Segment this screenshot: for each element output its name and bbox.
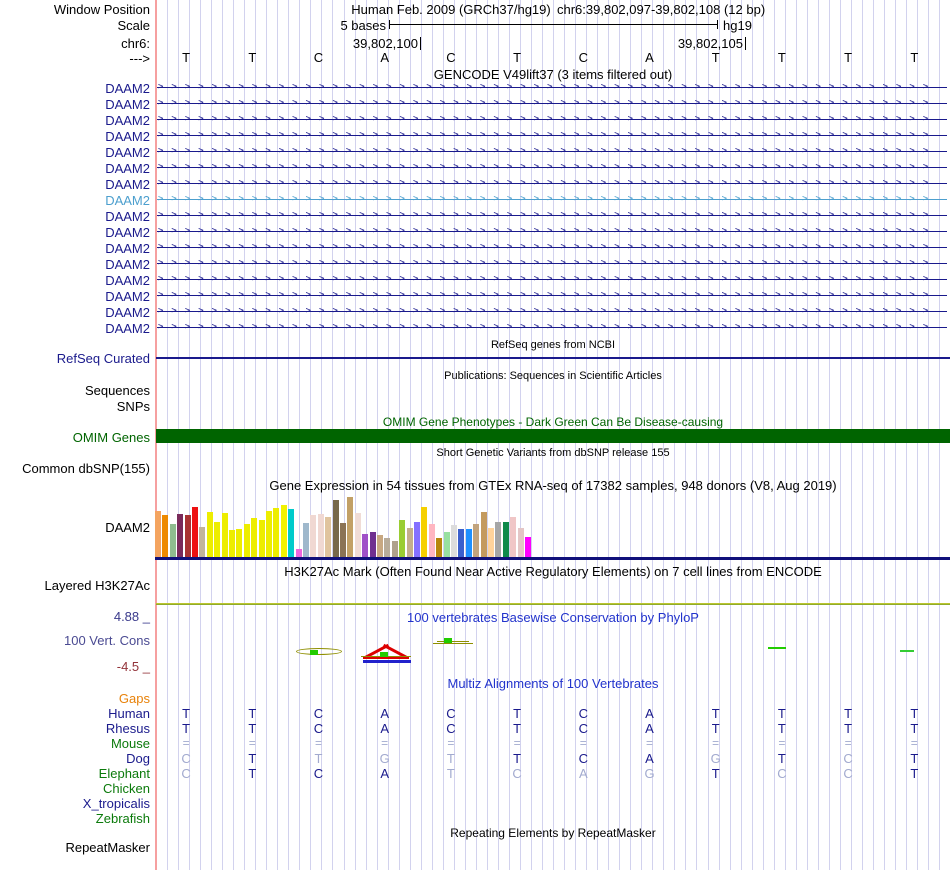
phylop-dash-mark[interactable]: [768, 647, 786, 649]
gtex-tissue-bar[interactable]: [510, 517, 516, 557]
omim-title: OMIM Gene Phenotypes - Dark Green Can Be Disease-causing: [382, 415, 724, 429]
alignment-base: T: [446, 766, 455, 781]
gencode-transcript-row[interactable]: [157, 258, 947, 269]
alignment-base: G: [710, 751, 721, 766]
gtex-gene-label[interactable]: DAAM2: [105, 520, 150, 535]
gtex-tissue-bar[interactable]: [214, 522, 220, 557]
publications-title: Publications: Sequences in Scientific Articles: [444, 370, 662, 382]
phylop-ymin-label: -4.5 _: [116, 659, 150, 674]
gencode-transcript-label[interactable]: DAAM2: [105, 241, 150, 256]
gtex-tissue-bar[interactable]: [325, 517, 331, 557]
alignment-base: T: [314, 751, 323, 766]
dbsnp-label[interactable]: Common dbSNP(155): [22, 461, 150, 476]
transcript-arrows: >>>>>>>>>>>>>>>>>>>>>>>>>>>>>>>>>>>>>>>>>>>>>>>>>>>>>>>>>>: [158, 306, 937, 316]
alignment-base: C: [578, 706, 588, 721]
gencode-transcript-label[interactable]: DAAM2: [105, 225, 150, 240]
alignment-base: T: [844, 721, 853, 736]
gtex-tissue-bar[interactable]: [377, 535, 383, 557]
gtex-tissue-bar[interactable]: [296, 549, 302, 557]
gencode-transcript-row[interactable]: [157, 178, 947, 189]
alignment-base: C: [843, 751, 853, 766]
alignment-base: C: [313, 706, 324, 721]
alignment-base: =: [645, 736, 653, 750]
phylop-score-dot: [310, 650, 318, 655]
gtex-tissue-bar[interactable]: [458, 529, 464, 557]
alignment-base: T: [182, 721, 191, 736]
phylop-score-dot: [380, 652, 388, 657]
gtex-tissue-bar[interactable]: [473, 524, 479, 557]
omim-gene-bar[interactable]: [156, 429, 950, 443]
gtex-tissue-bar[interactable]: [333, 500, 339, 557]
base-letter: T: [844, 50, 853, 65]
gtex-tissue-bar[interactable]: [244, 524, 250, 557]
transcript-arrows: >>>>>>>>>>>>>>>>>>>>>>>>>>>>>>>>>>>>>>>>>>>>>>>>>>>>>>>>>>: [158, 194, 937, 204]
species-label-human[interactable]: Human: [108, 706, 150, 721]
gencode-transcript-row[interactable]: [157, 114, 947, 125]
alignment-base: T: [711, 766, 720, 781]
gtex-baseline: [155, 557, 950, 560]
transcript-arrows: >>>>>>>>>>>>>>>>>>>>>>>>>>>>>>>>>>>>>>>>>>>>>>>>>>>>>>>>>>: [158, 322, 937, 332]
alignment-base: T: [777, 706, 786, 721]
multiz-title: Multiz Alignments of 100 Vertebrates: [447, 676, 659, 691]
gtex-tissue-bar[interactable]: [399, 520, 405, 557]
gencode-transcript-label[interactable]: DAAM2: [105, 129, 150, 144]
gencode-transcript-label[interactable]: DAAM2: [105, 145, 150, 160]
gtex-tissue-bar[interactable]: [370, 532, 376, 557]
window-position-label: Window Position: [53, 2, 150, 17]
gtex-tissue-bar[interactable]: [288, 509, 294, 557]
gencode-transcript-row[interactable]: [157, 98, 947, 109]
refseq-gene-line[interactable]: [156, 357, 950, 359]
gtex-tissue-bar[interactable]: [310, 515, 316, 557]
alignment-base: =: [778, 736, 786, 750]
alignment-base: =: [579, 736, 587, 750]
alignment-base: =: [712, 736, 720, 750]
alignment-base: T: [248, 706, 257, 721]
gtex-tissue-bar[interactable]: [347, 497, 353, 557]
gencode-transcript-row[interactable]: [157, 210, 947, 221]
species-label-zebrafish[interactable]: Zebrafish: [95, 811, 150, 826]
gencode-transcript-row[interactable]: [157, 306, 947, 317]
base-letter: T: [182, 50, 191, 65]
phylop-olive-line: [437, 641, 469, 642]
alignment-base: =: [910, 736, 918, 750]
species-label-gaps[interactable]: Gaps: [118, 691, 150, 706]
repeatmasker-title: Repeating Elements by RepeatMasker: [450, 826, 656, 840]
alignment-base: =: [447, 736, 455, 750]
gtex-tissue-bar[interactable]: [429, 524, 435, 557]
alignment-base: C: [578, 721, 588, 736]
alignment-base: T: [513, 706, 522, 721]
alignment-base: T: [182, 706, 191, 721]
gtex-tissue-bar[interactable]: [451, 525, 457, 557]
phylop-ymax-label: 4.88 _: [113, 609, 150, 624]
species-label-dog[interactable]: Dog: [126, 751, 150, 766]
alignment-base: =: [314, 736, 322, 750]
gtex-tissue-bar[interactable]: [362, 534, 368, 557]
gencode-title: GENCODE V49lift37 (3 items filtered out): [433, 67, 673, 82]
alignment-base: A: [645, 721, 654, 736]
gtex-tissue-bar[interactable]: [355, 513, 361, 557]
alignment-base: C: [313, 721, 324, 736]
phylop-track-label[interactable]: 100 Vert. Cons: [64, 633, 150, 648]
alignment-base: =: [248, 736, 256, 750]
snps-label[interactable]: SNPs: [116, 399, 150, 414]
coord-right-tick: [745, 37, 746, 50]
transcript-arrows: >>>>>>>>>>>>>>>>>>>>>>>>>>>>>>>>>>>>>>>>>>>>>>>>>>>>>>>>>>: [158, 226, 937, 236]
gencode-transcript-row[interactable]: [157, 290, 947, 301]
transcript-arrows: >>>>>>>>>>>>>>>>>>>>>>>>>>>>>>>>>>>>>>>>>>>>>>>>>>>>>>>>>>: [158, 178, 937, 188]
gtex-tissue-bar[interactable]: [421, 507, 427, 557]
scale-label: Scale: [117, 18, 150, 33]
alignment-base: T: [513, 751, 522, 766]
gtex-tissue-bar[interactable]: [222, 513, 228, 557]
gencode-transcript-label[interactable]: DAAM2: [105, 257, 150, 272]
scale-value: 5 bases: [340, 18, 386, 33]
phylop-peak-base: [363, 657, 409, 659]
gencode-transcript-row[interactable]: [157, 82, 947, 93]
gtex-tissue-bar[interactable]: [436, 538, 442, 557]
base-letter: A: [380, 50, 390, 65]
alignment-base: A: [380, 766, 390, 781]
alignment-base: T: [711, 721, 720, 736]
gtex-tissue-bar[interactable]: [229, 530, 235, 557]
coord-left-tick: [420, 37, 421, 50]
gtex-tissue-bar[interactable]: [488, 528, 494, 557]
gencode-transcript-label[interactable]: DAAM2: [105, 113, 150, 128]
species-label-rhesus[interactable]: Rhesus: [105, 721, 150, 736]
transcript-arrows: >>>>>>>>>>>>>>>>>>>>>>>>>>>>>>>>>>>>>>>>>>>>>>>>>>>>>>>>>>: [158, 210, 937, 220]
gencode-transcript-label[interactable]: DAAM2: [105, 193, 150, 208]
base-letter: T: [248, 50, 257, 65]
phylop-olive-line[interactable]: [433, 643, 473, 644]
gtex-title: Gene Expression in 54 tissues from GTEx RNA-seq of 17382 samples, 948 donors (V8, Aug 2019): [269, 478, 837, 493]
gencode-transcript-label[interactable]: DAAM2: [105, 161, 150, 176]
omim-genes-label[interactable]: OMIM Genes: [72, 430, 150, 445]
alignment-base: A: [645, 706, 654, 721]
alignment-base: T: [910, 751, 919, 766]
gencode-transcript-label[interactable]: DAAM2: [105, 97, 150, 112]
alignment-base: C: [181, 751, 191, 766]
transcript-arrows: >>>>>>>>>>>>>>>>>>>>>>>>>>>>>>>>>>>>>>>>>>>>>>>>>>>>>>>>>>: [158, 242, 937, 252]
coord-right: 39,802,105: [677, 36, 743, 51]
transcript-arrows: >>>>>>>>>>>>>>>>>>>>>>>>>>>>>>>>>>>>>>>>>>>>>>>>>>>>>>>>>>: [158, 162, 937, 172]
base-letter: A: [645, 50, 654, 65]
alignment-base: T: [513, 721, 522, 736]
transcript-arrows: >>>>>>>>>>>>>>>>>>>>>>>>>>>>>>>>>>>>>>>>>>>>>>>>>>>>>>>>>>: [158, 274, 937, 284]
h3k27ac-baseline: [156, 603, 950, 605]
alignment-base: C: [578, 751, 588, 766]
gtex-tissue-bar[interactable]: [259, 520, 265, 557]
base-letter: C: [313, 50, 324, 65]
gtex-tissue-bar[interactable]: [207, 512, 213, 557]
gtex-tissue-bar[interactable]: [281, 505, 287, 557]
refseq-curated-label[interactable]: RefSeq Curated: [56, 351, 150, 366]
h3k27ac-label[interactable]: Layered H3K27Ac: [44, 578, 150, 593]
gencode-transcript-label[interactable]: DAAM2: [105, 289, 150, 304]
species-label-x_tropicalis[interactable]: X_tropicalis: [82, 796, 150, 811]
gtex-tissue-bar[interactable]: [503, 522, 509, 557]
base-letter: T: [910, 50, 919, 65]
transcript-arrows: >>>>>>>>>>>>>>>>>>>>>>>>>>>>>>>>>>>>>>>>>>>>>>>>>>>>>>>>>>: [158, 146, 937, 156]
transcript-arrows: >>>>>>>>>>>>>>>>>>>>>>>>>>>>>>>>>>>>>>>>>>>>>>>>>>>>>>>>>>: [158, 258, 937, 268]
gencode-transcript-row[interactable]: [157, 130, 947, 141]
strand-label: --->: [129, 51, 150, 66]
gtex-tissue-bar[interactable]: [303, 523, 309, 557]
alignment-base: T: [777, 721, 786, 736]
gencode-transcript-row[interactable]: [157, 162, 947, 173]
genome-label: hg19: [723, 18, 752, 33]
alignment-base: C: [446, 706, 456, 721]
gtex-tissue-bar[interactable]: [318, 514, 324, 557]
phylop-score-dot: [444, 638, 452, 643]
alignment-base: T: [248, 751, 257, 766]
alignment-base: C: [181, 766, 191, 781]
base-letter: T: [777, 50, 786, 65]
gtex-tissue-bar[interactable]: [525, 537, 531, 557]
base-letter: T: [711, 50, 720, 65]
alignment-base: A: [578, 766, 588, 781]
transcript-arrows: >>>>>>>>>>>>>>>>>>>>>>>>>>>>>>>>>>>>>>>>>>>>>>>>>>>>>>>>>>: [158, 290, 937, 300]
gencode-transcript-label[interactable]: DAAM2: [105, 321, 150, 336]
alignment-base: G: [379, 751, 390, 766]
alignment-base: A: [380, 706, 390, 721]
alignment-base: =: [182, 736, 190, 750]
chrom-label: chr6:: [121, 36, 150, 51]
gtex-tissue-bar[interactable]: [518, 528, 524, 557]
alignment-base: G: [644, 766, 655, 781]
gtex-tissue-bar[interactable]: [384, 538, 390, 557]
gtex-tissue-bar[interactable]: [177, 514, 183, 557]
transcript-arrows: >>>>>>>>>>>>>>>>>>>>>>>>>>>>>>>>>>>>>>>>>>>>>>>>>>>>>>>>>>: [158, 82, 937, 92]
gtex-tissue-bar[interactable]: [414, 522, 420, 557]
gencode-transcript-label[interactable]: DAAM2: [105, 305, 150, 320]
phylop-title: 100 vertebrates Basewise Conservation by PhyloP: [407, 610, 699, 625]
base-letter: C: [446, 50, 456, 65]
alignment-base: A: [645, 751, 654, 766]
alignment-base: T: [711, 706, 720, 721]
gtex-tissue-bar[interactable]: [170, 524, 176, 557]
alignment-base: =: [844, 736, 852, 750]
gtex-tissue-bar[interactable]: [251, 518, 257, 557]
alignment-base: T: [446, 751, 455, 766]
gtex-tissue-bar[interactable]: [444, 532, 450, 557]
gtex-tissue-bar[interactable]: [236, 529, 242, 557]
alignment-base: C: [446, 721, 456, 736]
gtex-tissue-bar[interactable]: [155, 511, 161, 557]
alignment-base: T: [777, 751, 786, 766]
alignment-base: =: [381, 736, 389, 750]
gtex-tissue-bar[interactable]: [266, 511, 272, 557]
sequences-label[interactable]: Sequences: [84, 383, 150, 398]
gencode-transcript-row[interactable]: [157, 242, 947, 253]
gtex-tissue-bar[interactable]: [273, 508, 279, 557]
gtex-tissue-bar[interactable]: [340, 523, 346, 557]
refseq-title: RefSeq genes from NCBI: [490, 339, 616, 351]
species-label-chicken[interactable]: Chicken: [103, 781, 150, 796]
transcript-arrows: >>>>>>>>>>>>>>>>>>>>>>>>>>>>>>>>>>>>>>>>>>>>>>>>>>>>>>>>>>: [158, 98, 937, 108]
gtex-tissue-bar[interactable]: [192, 507, 198, 557]
dbsnp-title: Short Genetic Variants from dbSNP release 155: [436, 447, 670, 459]
alignment-base: T: [844, 706, 853, 721]
scale-bar: [389, 20, 718, 29]
species-label-elephant[interactable]: Elephant: [98, 766, 150, 781]
transcript-arrows: >>>>>>>>>>>>>>>>>>>>>>>>>>>>>>>>>>>>>>>>>>>>>>>>>>>>>>>>>>: [158, 114, 937, 124]
alignment-base: C: [313, 766, 324, 781]
alignment-base: C: [843, 766, 853, 781]
gencode-transcript-row[interactable]: [157, 322, 947, 333]
alignment-base: T: [910, 706, 919, 721]
gencode-transcript-row[interactable]: [157, 274, 947, 285]
gencode-transcript-row[interactable]: [157, 146, 947, 157]
alignment-base: A: [380, 721, 390, 736]
gtex-tissue-bar[interactable]: [199, 527, 205, 557]
phylop-negative-bar: [363, 660, 411, 663]
base-letter: T: [513, 50, 522, 65]
gencode-transcript-label[interactable]: DAAM2: [105, 209, 150, 224]
species-label-mouse[interactable]: Mouse: [110, 736, 150, 751]
phylop-dash-mark[interactable]: [900, 650, 914, 652]
alignment-base: =: [513, 736, 521, 750]
gtex-tissue-bar[interactable]: [466, 529, 472, 557]
gencode-transcript-row[interactable]: [157, 226, 947, 237]
position-title: chr6:39,802,097-39,802,108 (12 bp): [557, 2, 766, 17]
gencode-transcript-row[interactable]: [157, 194, 947, 205]
gtex-tissue-bar[interactable]: [495, 522, 501, 557]
h3k27ac-title: H3K27Ac Mark (Often Found Near Active Regulatory Elements) on 7 cell lines from ENCODE: [284, 564, 822, 579]
gtex-tissue-bar[interactable]: [407, 528, 413, 557]
assembly-title: Human Feb. 2009 (GRCh37/hg19): [351, 2, 551, 17]
gtex-tissue-bar[interactable]: [185, 515, 191, 557]
gencode-transcript-label[interactable]: DAAM2: [105, 81, 150, 96]
alignment-base: C: [777, 766, 787, 781]
transcript-arrows: >>>>>>>>>>>>>>>>>>>>>>>>>>>>>>>>>>>>>>>>>>>>>>>>>>>>>>>>>>: [158, 130, 937, 140]
gencode-transcript-label[interactable]: DAAM2: [105, 177, 150, 192]
gtex-tissue-bar[interactable]: [481, 512, 487, 557]
gtex-tissue-bar[interactable]: [392, 541, 398, 557]
phylop-lens-mark[interactable]: [296, 648, 342, 655]
alignment-base: C: [512, 766, 522, 781]
gtex-tissue-bar[interactable]: [162, 515, 168, 557]
alignment-base: T: [248, 721, 257, 736]
alignment-base: T: [910, 721, 919, 736]
alignment-base: T: [910, 766, 919, 781]
alignment-base: T: [248, 766, 257, 781]
repeatmasker-label[interactable]: RepeatMasker: [65, 840, 150, 855]
base-letter: C: [578, 50, 588, 65]
gencode-transcript-label[interactable]: DAAM2: [105, 273, 150, 288]
coord-left: 39,802,100: [352, 36, 418, 51]
